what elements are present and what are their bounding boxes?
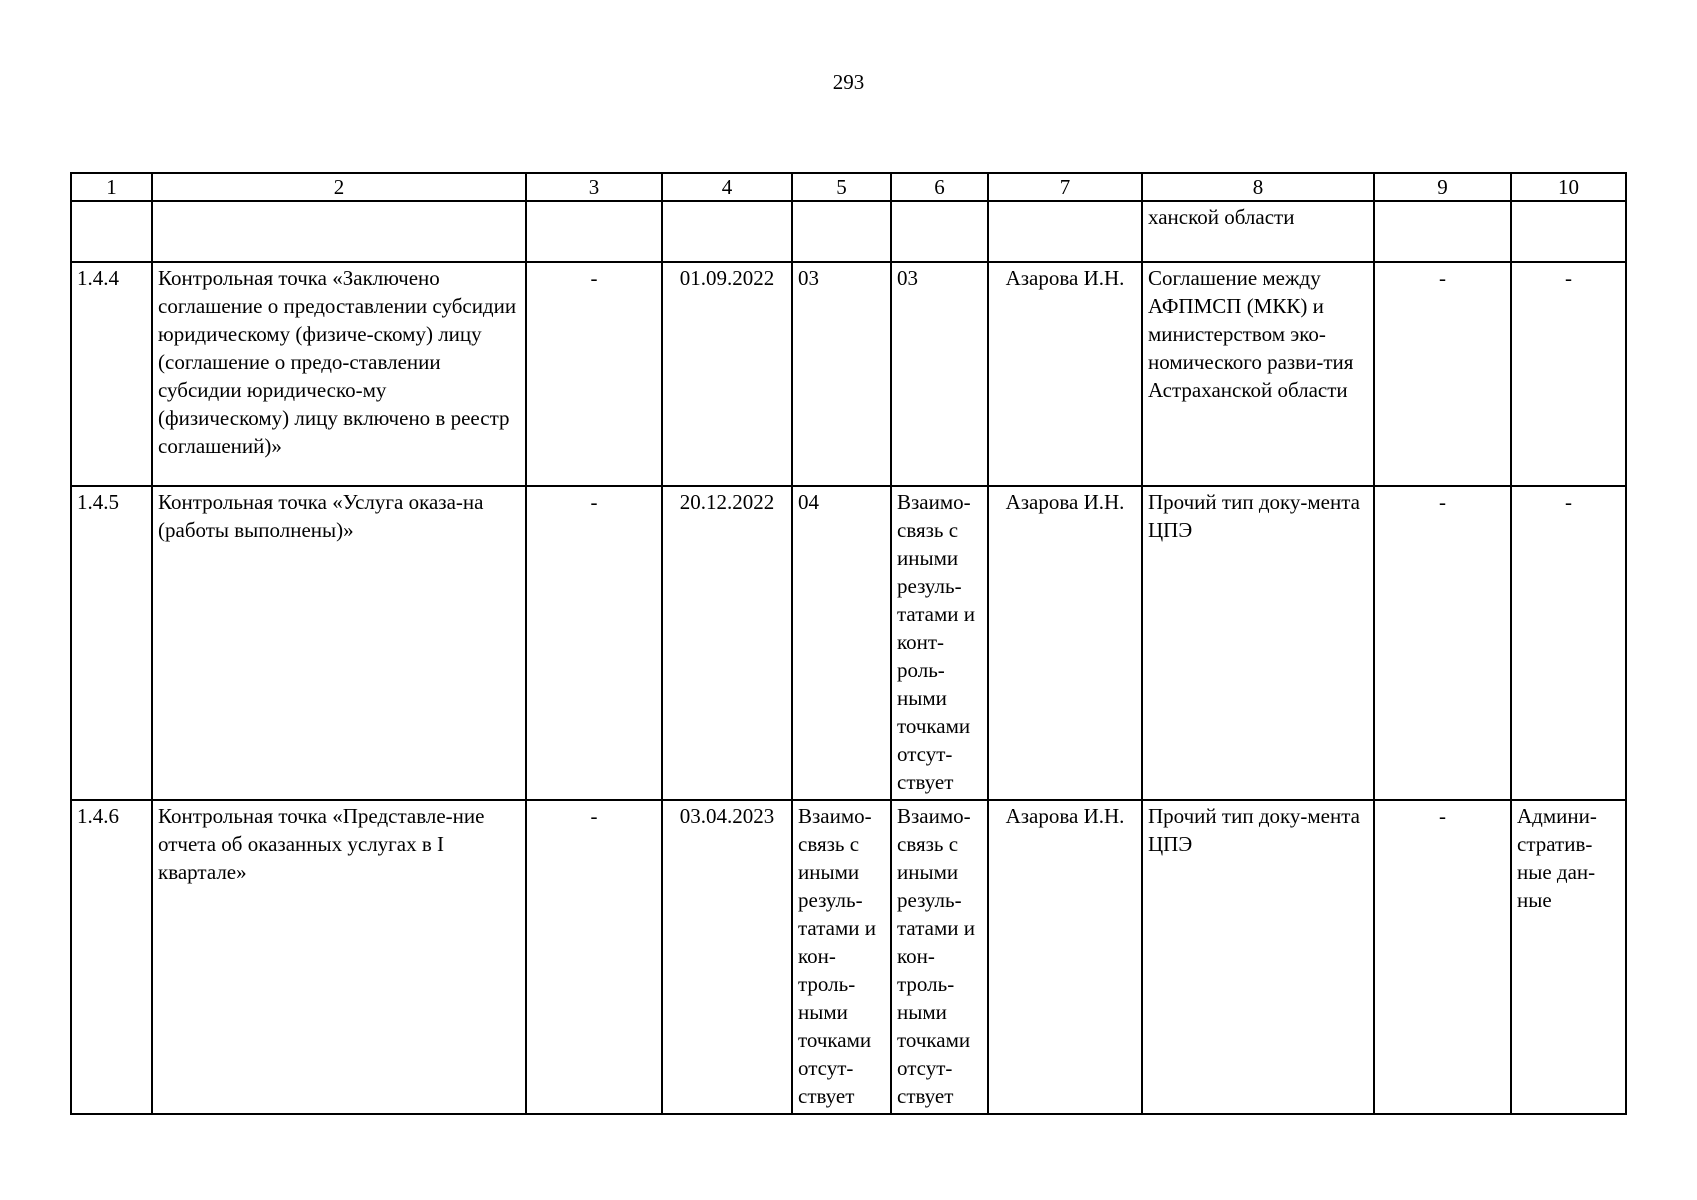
column-header-9: 9: [1374, 173, 1511, 201]
column-header-2: 2: [152, 173, 526, 201]
column-header-6: 6: [891, 173, 988, 201]
document-type-cell: Прочий тип доку-мента ЦПЭ: [1142, 800, 1374, 1114]
description-cell: Контрольная точка «Услуга оказа-на (работы выполнены)»: [152, 486, 526, 800]
date-cell: 01.09.2022: [662, 262, 792, 486]
responsible-cell: Азарова И.Н.: [988, 800, 1142, 1114]
column-header-3: 3: [526, 173, 662, 201]
data-source-cell: Админи-стратив-ные дан-ные: [1511, 800, 1626, 1114]
predecessor-cell: 03: [792, 262, 891, 486]
description-cell: Контрольная точка «Заключено соглашение о предоставлении субсидии юридическому (физиче-скому) лицу (соглашение о предо-ставлении субсидии юридическо-му (физическому) лицу включено в реестр соглашений)»: [152, 262, 526, 486]
description-cell: Контрольная точка «Представле-ние отчета об оказанных услугах в I квартале»: [152, 800, 526, 1114]
base-value-cell: -: [526, 262, 662, 486]
column-header-1: 1: [71, 173, 152, 201]
document-type-cell: Соглашение между АФПМСП (МКК) и министерством эко-номического разви-тия Астраханской области: [1142, 262, 1374, 486]
date-cell: 20.12.2022: [662, 486, 792, 800]
predecessor-cell: Взаимо-связь с иными резуль-татами и кон-троль-ными точками отсут-ствует: [792, 800, 891, 1114]
info-system-cell: -: [1374, 486, 1511, 800]
row-number-cell: 1.4.6: [71, 800, 152, 1114]
successor-cell: 03: [891, 262, 988, 486]
data-source-cell: [1511, 201, 1626, 262]
successor-cell: Взаимо-связь с иными резуль-татами и конт-роль-ными точками отсут-ствует: [891, 486, 988, 800]
responsible-cell: [988, 201, 1142, 262]
row-number-cell: 1.4.5: [71, 486, 152, 800]
header-row: [71, 173, 1626, 201]
base-value-cell: -: [526, 486, 662, 800]
successor-cell: [891, 201, 988, 262]
info-system-cell: [1374, 201, 1511, 262]
column-header-8: 8: [1142, 173, 1374, 201]
row-number-cell: [71, 201, 152, 262]
info-system-cell: -: [1374, 800, 1511, 1114]
responsible-cell: Азарова И.Н.: [988, 486, 1142, 800]
page-number: 293: [832, 70, 865, 94]
predecessor-cell: [792, 201, 891, 262]
predecessor-cell: 04: [792, 486, 891, 800]
base-value-cell: [526, 201, 662, 262]
date-cell: 03.04.2023: [662, 800, 792, 1114]
table-row: [71, 800, 1626, 1114]
column-header-7: 7: [988, 173, 1142, 201]
column-header-10: 10: [1511, 173, 1626, 201]
base-value-cell: -: [526, 800, 662, 1114]
info-system-cell: -: [1374, 262, 1511, 486]
data-source-cell: -: [1511, 262, 1626, 486]
document-type-cell: Прочий тип доку-мента ЦПЭ: [1142, 486, 1374, 800]
description-cell: [152, 201, 526, 262]
table-row: [71, 262, 1626, 486]
row-number-cell: 1.4.4: [71, 262, 152, 486]
control-points-table: [70, 172, 1627, 1115]
data-source-cell: -: [1511, 486, 1626, 800]
table-row: [71, 486, 1626, 800]
table-row: [71, 201, 1626, 262]
date-cell: [662, 201, 792, 262]
document-type-cell: ханской области: [1142, 201, 1374, 262]
column-header-4: 4: [662, 173, 792, 201]
column-header-5: 5: [792, 173, 891, 201]
responsible-cell: Азарова И.Н.: [988, 262, 1142, 486]
successor-cell: Взаимо-связь с иными резуль-татами и кон-троль-ными точками отсут-ствует: [891, 800, 988, 1114]
